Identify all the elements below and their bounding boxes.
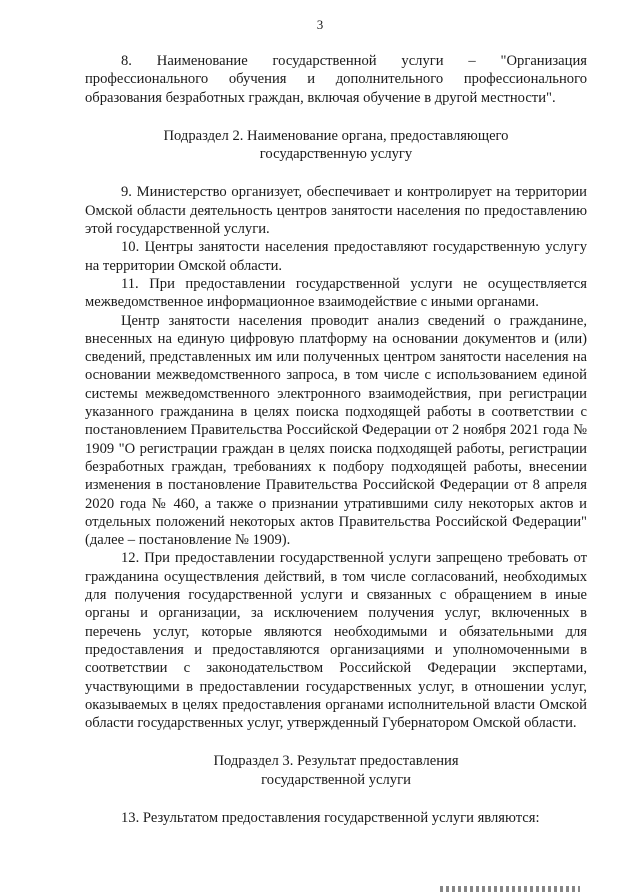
paragraph-11: 11. При предоставлении государственной услуги не осуществляется межведомственное информационное взаимодействие с иными органами.	[85, 275, 587, 311]
paragraph-13: 13. Результатом предоставления государственной услуги являются:	[121, 809, 540, 826]
subsection-3-heading-line-1: Подраздел 3. Результат предоставления	[213, 753, 459, 770]
subsection-3-heading-line-2: государственной услуги	[261, 771, 411, 788]
paragraph-12: 12. При предоставлении государственной услуги запрещено требовать от гражданина осуществления действий, в том числе согласований, необходимых для получения государственной услуги и связанных с обращением в иные органы и организации, за исключением получения услуг, включенных в перечень услуг, которые являются необходимыми и обязательными для предоставления и предоставляются организациями и уполномоченными в соответствии с законодательством Российской Федерации экспертами, участвующими в предоставлении государственных услуг, в отношении услуг, оказываемых в целях предоставления органами исполнительной власти Омской области государственных услуг, утвержденный Губернатором Омской области.	[85, 550, 587, 732]
subsection-2-heading-line-1: Подраздел 2. Наименование органа, предоставляющего	[163, 127, 509, 144]
paragraph-8: 8. Наименование государственной услуги – "Организация профессионального обучения и дополнительного профессионального образования безработных граждан, включая обучение в другой местности".	[85, 53, 587, 106]
paragraph-10: 10. Центры занятости населения предоставляют государственную услугу на территории Омской области.	[85, 239, 587, 274]
paragraph-9: 9. Министерство организует, обеспечивает и контролирует на территории Омской области деятельность центров занятости населения по предоставлению этой государственной услуги.	[85, 184, 587, 238]
paragraph-11-continued: Центр занятости населения проводит анализ сведений о гражданине, внесенных на единую цифровую платформу на основании документов и (или) сведений, представленных им или полученных центром занятости населения на основании межведомственного запроса, в том числе с использованием единой системы межведомственного электронного взаимодействия, при регистрации указанного гражданина в целях поиска подходящей работы в соответствии с постановлением Правительства Российской Федерации от 2 ноября 2021 года № 1909 "О регистрации граждан в целях поиска подходящей работы, регистрации безработных граждан, требованиях к подбору подходящей работы, внесении изменения в постановление Правительства Российской Федерации от 8 апреля 2020 года № 460, а также о признании утратившими силу некоторых актов и отдельных положений некоторых актов Правительства Российской Федерации" (далее – постановление № 1909).	[85, 312, 587, 549]
scan-edge-mark	[440, 886, 580, 892]
subsection-2-heading-line-2: государственную услугу	[259, 146, 413, 163]
document-body	[85, 52, 587, 827]
page-number: 3	[316, 17, 324, 32]
